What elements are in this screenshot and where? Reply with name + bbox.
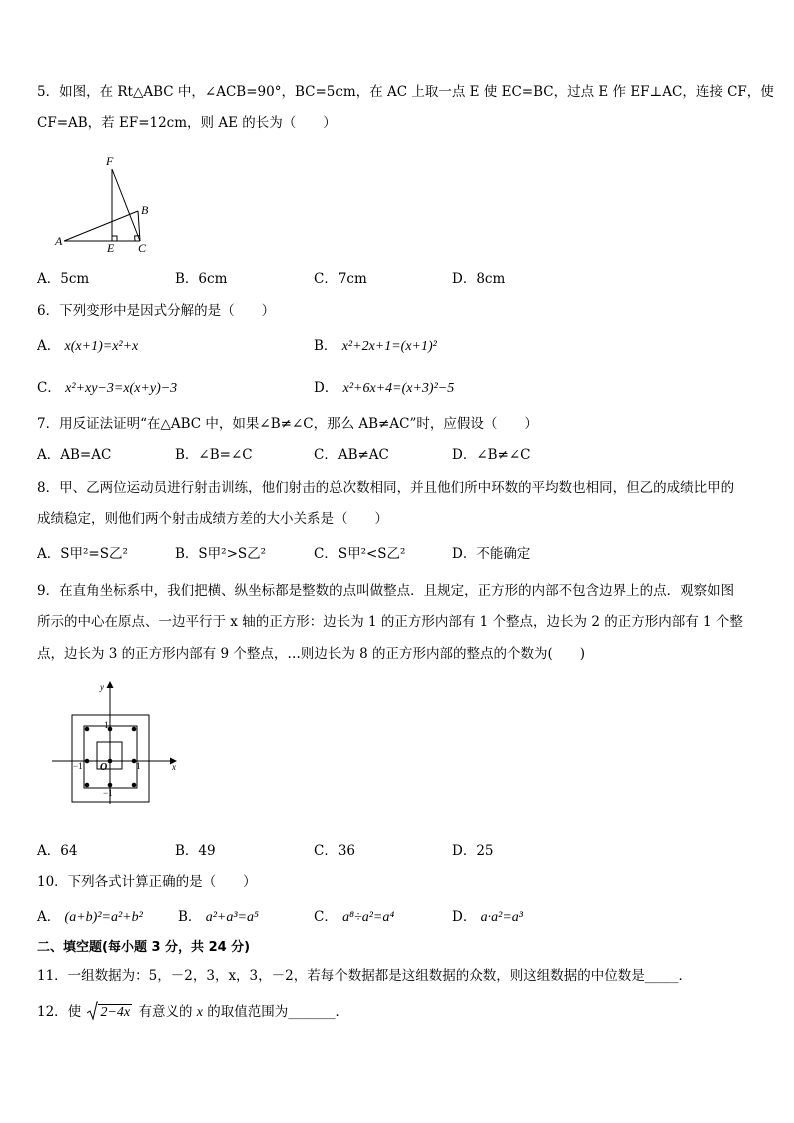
q6-option-b[interactable] [314,337,437,356]
q7-option-a[interactable]: A．AB=AC [37,447,112,463]
q7-option-b[interactable]: B．∠B=∠C [175,447,253,463]
q5-label-c: C [138,241,147,254]
q5-stem-line1: 5．如图，在 Rt△ABC 中，∠ACB=90°，BC=5cm，在 AC 上取一点 E 使 EC=BC，过点 E 作 EF⊥AC，连接 CF，使 [37,84,774,100]
q5-option-d[interactable]: D．8cm [452,271,506,287]
q9-tick-label-x1: 1 [136,761,141,771]
q9-axis-label-x: x [172,762,176,772]
q5-label-b: B [141,203,149,217]
q10-option-d-expr: a·a²=a³ [480,910,523,925]
q9-tick-label-y1: 1 [104,720,109,730]
q12-text-post: 的取值范围为_______． [207,1004,350,1020]
q5-stem-line2: CF=AB，若 EF=12cm，则 AE 的长为（ ） [37,115,337,131]
q11-stem: 11．一组数据为：5，－2，3，x，3，－2，若每个数据都是这组数据的众数，则这组数据的中位数是_____． [37,968,692,984]
q6-option-d[interactable] [314,379,454,398]
q9-option-b[interactable]: B．49 [175,843,216,859]
q9-stem-line1: 9．在直角坐标系中，我们把横、纵坐标都是整数的点叫做整点．且规定，正方形的内部不包含边界上的点．观察如图 [37,583,735,599]
q6-option-c[interactable] [37,379,177,398]
q10-option-d[interactable] [452,908,523,927]
section-heading-fill-in: 二、填空题(每小题 3 分，共 24 分) [37,940,251,955]
q6-option-b-expr: x²+2x+1=(x+1)² [341,339,437,354]
q9-axis-label-y: y [100,682,104,692]
q8-option-b[interactable]: B．S甲²>S乙² [175,546,267,562]
q12-stem [37,1003,349,1022]
q10-option-a-expr: (a+b)²=a²+b² [64,910,143,925]
q8-option-d[interactable]: D．不能确定 [452,546,531,562]
q8-stem-line1: 8．甲、乙两位运动员进行射击训练，他们射击的总次数相同，并且他们所中环数的平均数也相同，但乙的成绩比甲的 [37,480,735,496]
q9-lattice-square-figure [48,676,188,810]
q9-origin-label: O [100,762,108,773]
q5-option-b[interactable]: B．6cm [175,271,228,287]
q6-option-d-label: D． [314,380,339,396]
q12-text-mid: 有意义的 [138,1004,193,1020]
q10-option-c[interactable] [314,908,394,927]
q9-stem-line3: 点，边长为 3 的正方形内部有 9 个整点，…则边长为 8 的正方形内部的整点的个数为( ) [37,646,586,662]
q12-text-pre: 12．使 [37,1004,82,1020]
q5-option-c[interactable]: C．7cm [314,271,367,287]
q5-label-f: F [106,154,114,168]
q9-option-d[interactable]: D．25 [452,843,494,859]
q8-stem-line2: 成绩稳定，则他们两个射击成绩方差的大小关系是（ ） [37,511,388,527]
q5-option-a[interactable]: A．5cm [37,271,90,287]
q6-option-a-expr: x(x+1)=x²+x [64,339,139,354]
q10-option-a-label: A． [37,909,61,925]
q10-option-b-label: B． [178,909,202,925]
q6-option-a[interactable] [37,337,138,356]
q6-option-c-expr: x²+xy−3=x(x+y)−3 [65,381,178,396]
q10-option-b[interactable] [178,908,259,927]
q6-option-b-label: B． [314,338,338,354]
q10-option-b-expr: a²+a³=a⁵ [205,910,259,925]
q5-label-a: A [55,234,63,248]
q7-option-d[interactable]: D．∠B≠∠C [452,447,531,463]
q6-option-d-expr: x²+6x+4=(x+3)²−5 [342,381,455,396]
q5-triangle-figure [50,152,160,254]
q9-option-a[interactable]: A．64 [37,843,78,859]
q10-option-a[interactable] [37,908,143,927]
q10-option-c-expr: a⁸÷a²=a⁴ [342,910,395,925]
q9-option-c[interactable]: C．36 [314,843,356,859]
q6-stem: 6．下列变形中是因式分解的是（ ） [37,303,276,319]
q9-tick-label-xneg1: −1 [73,761,83,771]
q7-stem: 7．用反证法证明“在△ABC 中，如果∠B≠∠C，那么 AB≠AC”时，应假设（ ） [37,416,538,432]
q9-tick-label-yneg1: −1 [103,788,113,798]
q12-variable: x [196,1005,203,1020]
q5-label-e: E [107,241,115,254]
q8-option-c[interactable]: C．S甲²<S乙² [314,546,406,562]
q8-option-a[interactable]: A．S甲²=S乙² [37,546,128,562]
q7-option-c[interactable]: C．AB≠AC [314,447,389,463]
q6-option-c-label: C． [37,380,61,396]
q10-option-c-label: C． [314,909,338,925]
q9-stem-line2: 所示的中心在原点、一边平行于 x 轴的正方形：边长为 1 的正方形内部有 1 个整点，边长为 2 的正方形内部有 1 个整 [37,614,743,630]
q12-radicand: 2−4x [100,1005,131,1020]
q10-option-d-label: D． [452,909,477,925]
q10-stem: 10．下列各式计算正确的是（ ） [37,874,257,890]
q6-option-a-label: A． [37,338,61,354]
q12-radical-sign [87,1001,98,1021]
q12-sqrt-expression [87,1003,132,1022]
